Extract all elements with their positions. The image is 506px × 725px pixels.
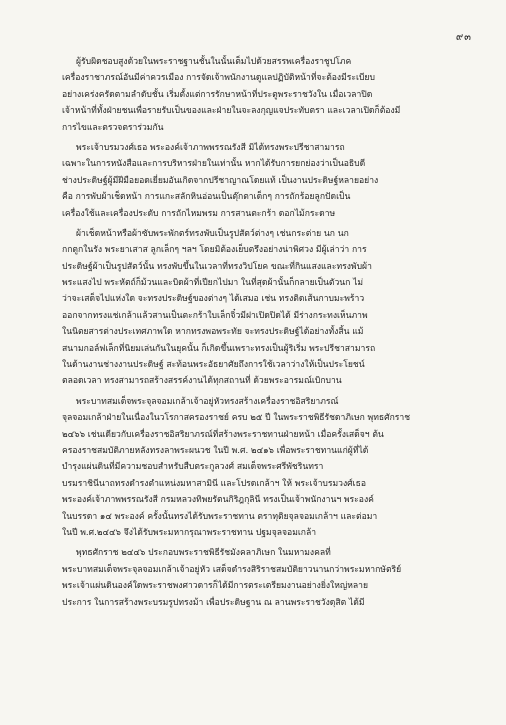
text-line: ในบรรดา ๑๔ พระองค์ ครั้งนั้นทรงได้รับพระราชทาน ตราทุติยจุลจอมเกล้าฯ และต่อมา [62, 511, 378, 522]
text-line: พระแสงไป พระหัตถ์ก็ม้วนและบิดผ้าที่เปียกไปมา ในที่สุดผ้านั้นก็กลายเป็นตัวนก ไม่ [62, 278, 364, 289]
text-line: พุทธศักราช ๒๔๔๖ ประกอบพระราชพิธีรัชมังคลาภิเษก ในมหามงคลที่ [76, 548, 331, 559]
text-line: ครองราชสมบัติภายหลังทรงลาพระผนวช ในปี พ.ศ. ๒๔๑๖ เพื่อพระราชทานแก่ผู้ที่ได้ [62, 445, 369, 456]
text-line: ผ้าเช็ดหน้าหรือผ้าซับพระพักตร์ทรงพับเป็นรูปสัตว์ต่างๆ เช่นกระต่าย นก นก [76, 228, 349, 239]
document-body [62, 54, 476, 615]
text-line: กกตูกในรัง พระยาเสาส ลูกเล็กๆ ฯลฯ โดยมิต้องเย็บตรึงอย่างน่าพิศวง มีผู้เล่าว่า การ [62, 245, 367, 256]
text-line: ในด้านงานช่างงานประดิษฐ์ สะท้อนพระอัธยาศัยถึงการใช้เวลาว่างให้เป็นประโยชน์ [62, 360, 365, 371]
text-line: เครื่องใช้และเครื่องประดับ การถักไหมพรม การสานตะกร้า ดอกไม้กระดาษ [62, 208, 336, 219]
text-line: พระเจ้าบรมวงศ์เธอ พระองค์เจ้าภาพพรรณรังสี มิได้ทรงพระปรีชาสามารถ [76, 142, 345, 153]
paragraph [62, 545, 476, 611]
text-line: ผู้รับผิดชอบสูงด้วยในพระราชฐานชั้นในนั้นเต็มไปด้วยสรรพเครื่องราชูปโภค [76, 57, 352, 67]
text-line: พระเจ้าแผ่นดินองค์ใดพระราชพงศาวดารก็ได้มีการตระเตรียมงานอย่างยิ่งใหญ่หลาย [62, 581, 369, 592]
text-line: พระบาทสมเด็จพระจุลจอมเกล้าเจ้าอยู่หัวทรงสร้างเครื่องราชอิสริยาภรณ์ [76, 396, 339, 407]
text-line: ออกจากทรงแช่เกล้าแล้วสานเป็นตะกร้าใบเล็กจิ๋วมีฝาเปิดปิดได้ มีร่างกระทงเห็นภาพ [62, 310, 368, 321]
text-line: พระบาทสมเด็จพระจุลจอมเกล้าเจ้าอยู่หัว เสด็จดำรงสิริราชสมบัติยาวนานกว่าพระมหากษัตริย์ [62, 564, 402, 575]
paragraph [62, 54, 476, 136]
text-line: คือ การพับผ้าเช็ดหน้า การแกะสลักหินอ่อนเป็นตุ๊กตาเด็กๆ การถักร้อยลูกปัดเป็น [62, 192, 351, 203]
text-line: บำรุงแผ่นดินที่มีความชอบสำหรับสืบตระกูลวงศ์ สมเด็จพระศรีพัชรินทรา [62, 462, 324, 473]
text-line: ประการ ในการสร้างพระบรมรูปทรงม้า เพื่อประดิษฐาน ณ ลานพระราชวังดุสิต ได้มี [62, 597, 365, 608]
text-line: จุลจอมเกล้าฝ่ายในเนื่องในวโรกาสครองราชย์ ครบ ๒๕ ปี ในพระราชพิธีรัชดาภิเษก พุทธศักราช [62, 413, 411, 424]
text-line: ตลอดเวลา ทรงสามารถสร้างสรรค์งานได้ทุกสถานที่ ด้วยพระอารมณ์เบิกบาน [62, 376, 342, 387]
text-line: สนามกอล์ฟเล็กที่นิยมเล่นกันในยุคนั้น ก็เกิดขึ้นเพราะทรงเป็นผู้ริเริ่ม พระปรีชาสามารถ [62, 343, 376, 354]
paragraph [62, 394, 476, 542]
text-line: พระองค์เจ้าภาพพรรณรังสี กรมหลวงทิพยรัตนกิริฎกุลินี ทรงเป็นเจ้าพนักงานฯ พระองค์ [62, 495, 374, 506]
text-line: เจ้าหน้าที่ทั้งฝ่ายชนเพื่อรายรับเป็นของและฝ่ายในจะลงกุญแจประทับตรา และเวลาเปิดก็ต้องมี [62, 106, 401, 117]
text-line: บรมราชินีนาถทรงดำรงตำแหน่งมหาสามินี และโปรดเกล้าฯ ให้ พระเจ้าบรมวงศ์เธอ [62, 478, 366, 489]
paragraph [62, 140, 476, 222]
text-line: ว่าจะเสด็จไปแห่งใด จะทรงประดิษฐ์ของต่างๆ ได้เสมอ เช่น ทรงติดเส้นกาบมะพร้าว [62, 294, 365, 305]
text-line: เฉพาะในการหนังสือและการบริหารฝ่ายในเท่านั้น หากได้รับการยกย่องว่าเป็นอธิบดี [62, 159, 366, 170]
text-line: ในปี พ.ศ.๒๔๔๖ จึงได้รับพระมหากรุณาพระราชทาน ปฐมจุลจอมเกล้า [62, 527, 317, 538]
text-line: ประดิษฐ์ผ้าเป็นรูปสัตว์นั้น ทรงพับขึ้นในเวลาที่ทรงวิปโยค ขณะที่กินแสงและทรงพับผ้า [62, 261, 372, 272]
text-line: ช่างประดิษฐ์ผู้มีฝีมือยอดเยี่ยมอันเกิดจากปรีชาญาณโดยแท้ เป็นงานประดิษฐ์หลายอย่าง [62, 175, 379, 186]
text-line: การไขและตรวจตราร่วมกัน [62, 122, 164, 133]
text-line: อย่างเคร่งครัดตามลำดับชั้น เริ่มตั้งแต่การรักษาหน้าที่ประตูพระราชวังใน เมื่อเวลาปิด [62, 89, 373, 100]
page-number: ๙๓ [455, 32, 472, 43]
text-line: ๒๔๖๖ เช่นเดียวกับเครื่องราชอิสริยาภรณ์ที่สร้างพระราชทานฝ่ายหน้า เมื่อครั้งเสด็จฯ ต้น [62, 429, 384, 440]
paragraph [62, 226, 476, 390]
text-line: เครื่องราชาภรณ์อันมีค่าควรเมือง การจัดเจ้าพนักงานดูแลปฏิบัติหน้าที่จะต้องมีระเบียบ [62, 73, 375, 84]
text-line: ในนิตยสารต่างประเทศภาพใด หากทรงพอพระทัย จะทรงประดิษฐ์ได้อย่างทั้งสิ้น แม้ [62, 327, 364, 338]
